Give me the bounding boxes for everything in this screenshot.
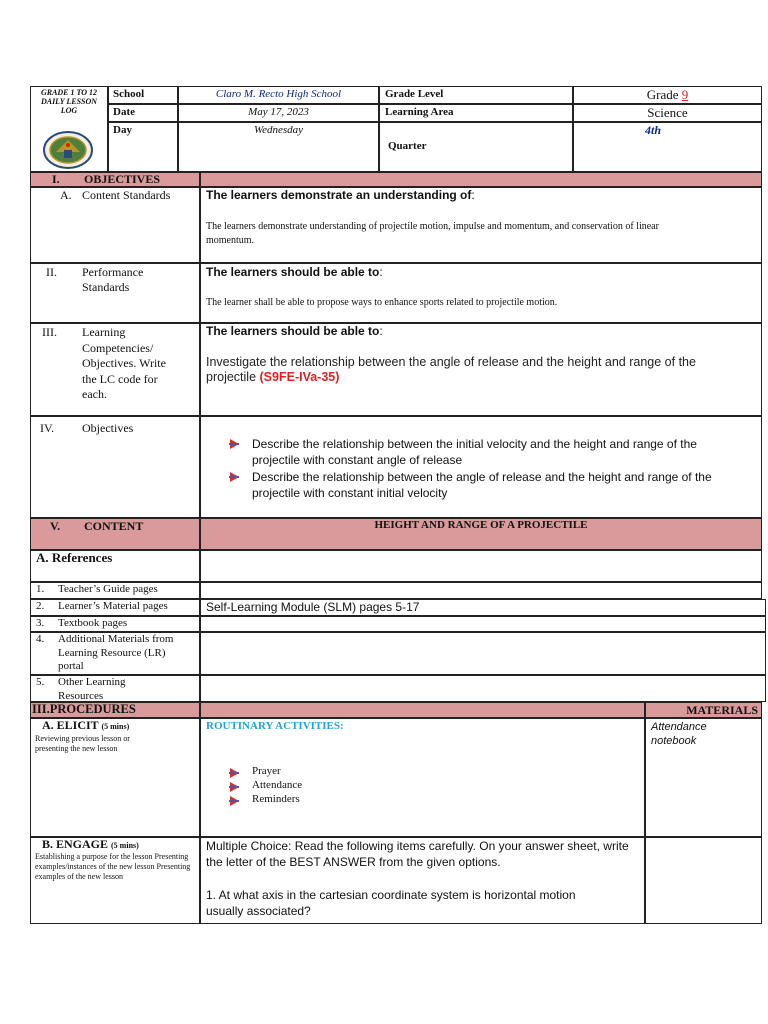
ref-row-4-value-cell <box>200 632 766 675</box>
arrow-bullet-icon <box>228 781 242 793</box>
arrow-bullet-icon <box>228 438 242 450</box>
content-section-num: V. <box>50 519 61 533</box>
ref-row-2-label: Learner’s Material pages <box>58 600 168 612</box>
learning-area-value: Science <box>647 105 688 120</box>
engage-materials-cell <box>645 837 762 924</box>
content-standards-lead-suffix: : <box>471 188 475 202</box>
elicit-item <box>228 793 300 807</box>
elicit-materials: Attendance notebook <box>651 721 707 747</box>
competencies-code: (S9FE-IVa-35) <box>259 370 340 384</box>
school-label: School <box>113 88 145 100</box>
elicit-item <box>228 765 281 779</box>
competencies-text: Investigate the relationship between the angle of release and the height and range of the projectile <box>206 355 696 384</box>
objective-item-text: Describe the relationship between the initial velocity and the height and range of the projectile with constant angle of release <box>252 437 697 467</box>
content-standards-label: Content Standards <box>82 188 171 202</box>
objective-item <box>228 436 728 468</box>
objectives-row-label: Objectives <box>82 421 134 435</box>
date-value: May 17, 2023 <box>248 106 309 118</box>
ref-row-1-value-cell <box>200 582 762 599</box>
engage-desc: Establishing a purpose for the lesson Presenting examples/instances of the new lesson Presenting examples of the new lesson <box>35 852 191 881</box>
log-title: GRADE 1 TO 12 DAILY LESSON LOG <box>40 88 98 115</box>
ref-row-4-num: 4. <box>36 633 45 645</box>
competencies-lead-text: The learners should be able to <box>206 324 380 338</box>
references-title: A. References <box>36 550 113 565</box>
ref-row-2-num: 2. <box>36 600 45 612</box>
objectives-header-right <box>200 172 762 187</box>
content-section-title: CONTENT <box>84 519 144 533</box>
engage-label-line <box>42 837 139 852</box>
procedures-header-mid <box>200 702 645 718</box>
grade-number: 9 <box>681 87 689 102</box>
content-standards-lead <box>206 188 475 202</box>
content-standards-text: The learners demonstrate understanding of projectile motion, impulse and momentum, and conservation of linear momentum. <box>206 221 659 246</box>
materials-title: MATERIALS <box>686 703 758 717</box>
learning-area-label: Learning Area <box>385 106 454 118</box>
ref-row-5-num: 5. <box>36 676 45 688</box>
references-value-cell <box>200 550 762 582</box>
objective-item-text: Describe the relationship between the angle of release and the height and range of the projectile with constant initial velocity <box>252 470 712 500</box>
competencies-lead <box>206 324 383 338</box>
ref-row-1-label: Teacher’s Guide pages <box>58 583 158 595</box>
content-standards-num: A. <box>60 188 72 202</box>
procedures-title: III.PROCEDURES <box>32 702 136 716</box>
grade-level-label: Grade Level <box>385 88 444 100</box>
engage-question: 1. At what axis in the cartesian coordinate system is horizontal motion usually associated? <box>206 888 576 918</box>
day-label: Day <box>113 124 132 136</box>
school-value: Claro M. Recto High School <box>215 88 342 100</box>
engage-time: (5 mins) <box>111 841 139 850</box>
arrow-bullet-icon <box>228 767 242 779</box>
performance-standards-text: The learner shall be able to propose ways to enhance sports related to projectile motion. <box>206 297 558 308</box>
quarter-label: Quarter <box>388 140 427 152</box>
ref-row-2-value: Self-Learning Module (SLM) pages 5-17 <box>206 600 420 614</box>
elicit-heading: ROUTINARY ACTIVITIES: <box>206 720 344 732</box>
quarter-value: 4th <box>644 123 661 137</box>
performance-standards-lead-suffix: : <box>379 265 383 279</box>
arrow-bullet-icon <box>228 795 242 807</box>
objectives-section-title: OBJECTIVES <box>84 172 161 186</box>
performance-standards-label: Performance Standards <box>82 265 144 294</box>
performance-standards-lead <box>206 265 383 279</box>
performance-standards-lead-text: The learners should be able to <box>206 265 380 279</box>
elicit-item <box>228 779 302 793</box>
elicit-item-text: Prayer <box>252 765 281 777</box>
competencies-num: III. <box>42 325 57 339</box>
competencies-lead-suffix: : <box>379 324 383 338</box>
grade-level-value <box>573 87 762 103</box>
engage-instruction: Multiple Choice: Read the following items carefully. On your answer sheet, write the letter of the BEST ANSWER from the given options. <box>206 839 629 869</box>
objectives-section-num: I. <box>52 172 60 186</box>
elicit-desc: Reviewing previous lesson or presenting the new lesson <box>35 734 130 753</box>
ref-row-3-value-cell <box>200 616 766 632</box>
competencies-label: Learning Competencies/ Objectives. Write the LC code for each. <box>82 325 166 401</box>
content-value: HEIGHT AND RANGE OF A PROJECTILE <box>374 519 588 531</box>
content-standards-lead-text: The learners demonstrate an understanding of <box>206 188 472 202</box>
date-label: Date <box>113 106 135 118</box>
performance-standards-num: II. <box>46 265 57 279</box>
elicit-time: (5 mins) <box>101 722 130 731</box>
arrow-bullet-icon <box>228 471 242 483</box>
school-seal-icon <box>40 130 96 170</box>
ref-row-4-label: Additional Materials from Learning Resource (LR) portal <box>58 633 174 672</box>
objective-item <box>228 469 728 501</box>
grade-prefix: Grade <box>646 87 679 102</box>
engage-label: B. ENGAGE <box>42 837 109 851</box>
elicit-item-text: Reminders <box>252 793 300 805</box>
day-value: Wednesday <box>253 124 304 136</box>
elicit-item-text: Attendance <box>252 779 303 791</box>
ref-row-5-value-cell <box>200 675 766 702</box>
competencies-text-block <box>206 355 746 385</box>
ref-row-3-num: 3. <box>36 617 45 629</box>
ref-row-1-num: 1. <box>36 583 45 595</box>
elicit-label-line <box>42 718 129 733</box>
elicit-label: A. ELICIT <box>42 718 99 732</box>
ref-row-5-label: Other Learning Resources <box>58 676 126 702</box>
ref-row-3-label: Textbook pages <box>58 617 128 629</box>
objectives-row-num: IV. <box>40 421 55 435</box>
